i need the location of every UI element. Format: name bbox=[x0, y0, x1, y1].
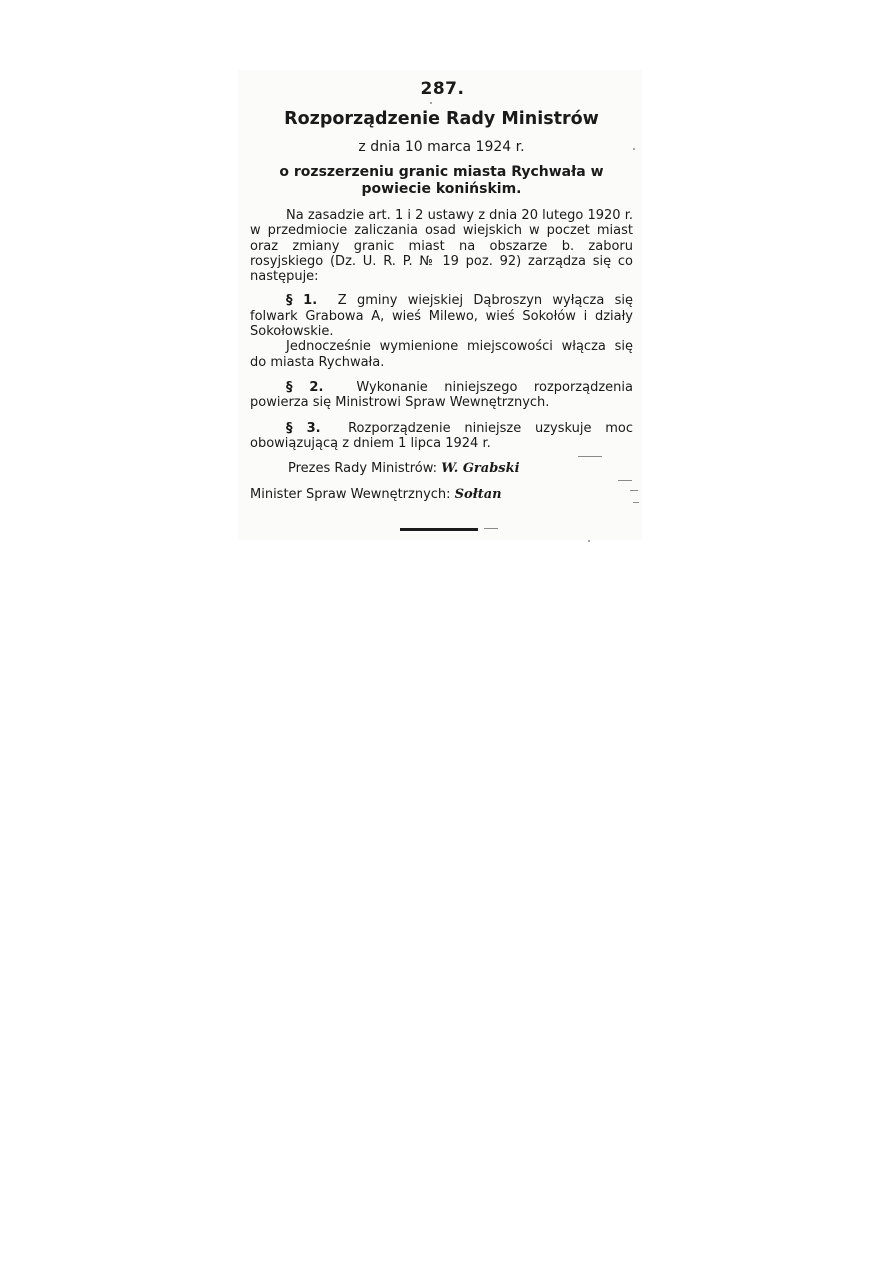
section-2-label: § 2. bbox=[286, 379, 324, 395]
signature-role: Minister Spraw Wewnętrznych: bbox=[250, 487, 451, 503]
signature-role: Prezes Rady Ministrów: bbox=[288, 461, 438, 477]
signature-prime-minister bbox=[250, 459, 633, 479]
legal-act bbox=[250, 78, 633, 505]
section-3-text: Rozporządzenie niniejsze uzyskuje moc obowiązującą z dniem 1 lipca 1924 r. bbox=[250, 420, 633, 451]
scan-speck bbox=[484, 528, 498, 529]
closing-rule bbox=[400, 528, 478, 531]
act-date: z dnia 10 marca 1924 r. bbox=[358, 139, 525, 155]
intro-paragraph: Na zasadzie art. 1 i 2 ustawy z dnia 20 lutego 1920 r. w przedmiocie zaliczania osad wiejskich w poczet miast oraz zmiany granic miast na obszarze b. zaboru rosyjskiego (Dz. U. R. P. № 19 poz. 92) zarządza się co następuje: bbox=[250, 208, 633, 285]
signature-name: W. Grabski bbox=[441, 461, 520, 477]
scan-speck bbox=[633, 502, 639, 503]
signature-interior-minister bbox=[250, 485, 633, 505]
section-1-text: Z gminy wiejskiej Dąbroszyn wyłącza się folwark Grabowa A, wieś Milewo, wieś Sokołów i działy Sokołowskie. bbox=[250, 293, 634, 340]
section-3 bbox=[250, 421, 633, 452]
act-number: 287. bbox=[420, 79, 465, 99]
section-2-text: Wykonanie niniejszego rozporządzenia powierza się Ministrowi Spraw Wewnętrznych. bbox=[250, 379, 633, 411]
signature-name: Sołtan bbox=[454, 487, 502, 503]
scan-speck bbox=[588, 540, 590, 542]
section-1-continuation: Jednocześnie wymienione miejscowości włącza się do miasta Rychwała. bbox=[250, 339, 633, 370]
section-3-label: § 3. bbox=[286, 420, 321, 436]
section-2 bbox=[250, 380, 633, 411]
section-1 bbox=[250, 293, 633, 339]
act-title: Rozporządzenie Rady Ministrów bbox=[284, 109, 599, 129]
section-1-label: § 1. bbox=[286, 293, 318, 309]
scan-speck bbox=[633, 148, 635, 150]
act-subject: o rozszerzeniu granic miasta Rychwała w powiecie konińskim. bbox=[279, 164, 604, 197]
